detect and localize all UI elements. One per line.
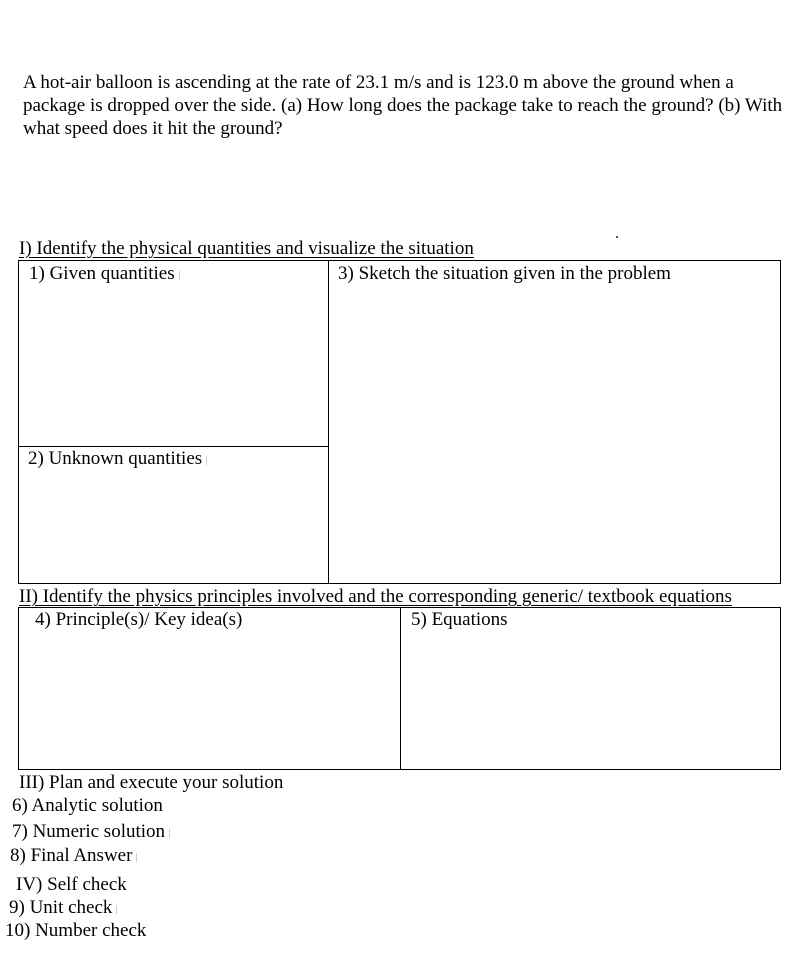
- equations-box[interactable]: [400, 607, 781, 770]
- problem-statement: A hot-air balloon is ascending at the rate of 23.1 m/s and is 123.0 m above the ground when a package is dropped over the side. (a) How long does the package take to reach the ground? (b) With what speed does it hit the ground?: [23, 72, 783, 139]
- sketch-label: 3) Sketch the situation given in the problem: [338, 263, 671, 284]
- unknown-quantities-label: 2) Unknown quantities: [28, 448, 207, 470]
- stray-mark: [616, 236, 618, 238]
- section-4-heading: IV) Self check: [16, 874, 127, 895]
- section-3-heading: III) Plan and execute your solution: [19, 772, 284, 793]
- principles-label: 4) Principle(s)/ Key idea(s): [35, 609, 243, 630]
- given-quantities-label: 1) Given quantities: [29, 263, 180, 285]
- final-answer-label[interactable]: 8) Final Answer: [10, 845, 137, 867]
- equations-label: 5) Equations: [411, 609, 508, 630]
- unknown-quantities-box[interactable]: [18, 446, 329, 584]
- numeric-solution-label[interactable]: 7) Numeric solution: [12, 821, 170, 843]
- analytic-solution-label[interactable]: 6) Analytic solution: [12, 795, 163, 816]
- sketch-box[interactable]: [328, 260, 781, 584]
- given-quantities-box[interactable]: [18, 260, 329, 447]
- unit-check-label[interactable]: 9) Unit check: [9, 897, 117, 919]
- principles-box[interactable]: [18, 607, 401, 770]
- section-2-heading: II) Identify the physics principles involved and the corresponding generic/ textbook equations: [19, 586, 732, 607]
- section-1-heading: I) Identify the physical quantities and visualize the situation: [19, 238, 474, 259]
- number-check-label[interactable]: 10) Number check: [5, 920, 147, 941]
